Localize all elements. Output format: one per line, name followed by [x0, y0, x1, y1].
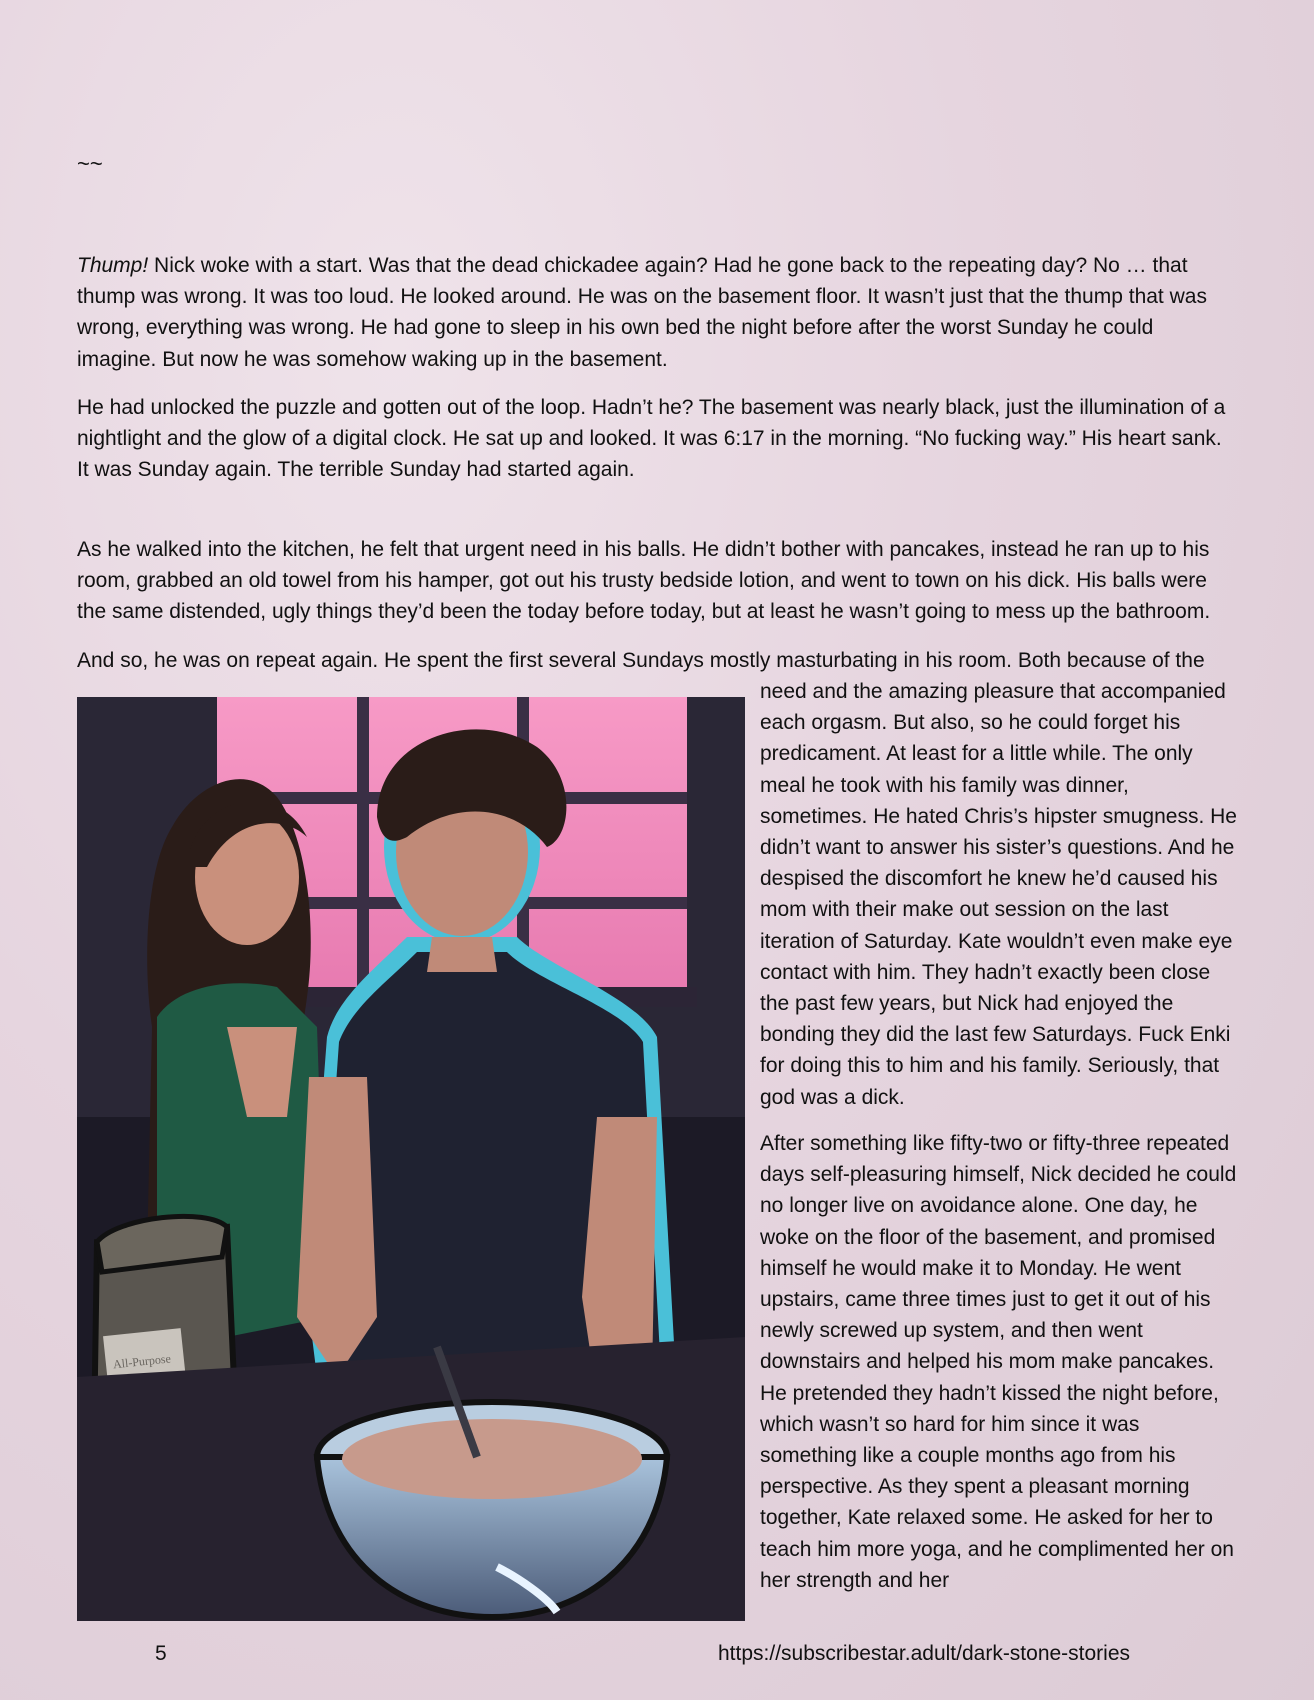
- story-illustration: [77, 697, 745, 1621]
- paragraph-4-first-line: And so, he was on repeat again. He spent the first several Sundays mostly masturbating in his room. Both because of the: [77, 649, 1205, 672]
- footer-url: https://subscribestar.adult/dark-stone-stories: [718, 1642, 1131, 1665]
- paragraph-1-emphasis: Thump!: [77, 254, 149, 277]
- section-separator: ~~: [77, 151, 103, 176]
- paragraph-1: [77, 250, 1237, 375]
- illustration-art: [77, 697, 745, 1621]
- flour-label-line1: All-Purpose: [112, 1351, 172, 1372]
- paragraph-1-text: Nick woke with a start. Was that the dead chickadee again? Had he gone back to the repeating day? No … that thump was wrong. It was too loud. He looked around. He was on the basement floor. It wasn’t just that the thump that was wrong, everything was wrong. He had gone to sleep in his own bed the night before after the worst Sunday he could imagine. But now he was somehow waking up in the basement.: [77, 254, 1207, 371]
- page-number: 5: [155, 1642, 167, 1665]
- paragraph-3: As he walked into the kitchen, he felt that urgent need in his balls. He didn’t bother with pancakes, instead he ran up to his room, grabbed an old towel from his hamper, got out his trusty bedside lotion, and went to town on his dick. His balls were the same distended, ugly things they’d been the today before today, but at least he wasn’t going to mess up the bathroom.: [77, 538, 1211, 624]
- paragraph-2: He had unlocked the puzzle and gotten out of the loop. Hadn’t he? The basement was nearly black, just the illumination of a nightlight and the glow of a digital clock. He sat up and looked. It was 6:17 in the morning. “No fucking way.” His heart sank. It was Sunday again. The terrible Sunday had started again.: [77, 396, 1226, 482]
- paragraph-5: After something like fifty-two or fifty-three repeated days self-pleasuring himself, Nick decided he could no longer live on avoidance alone. One day, he woke on the floor of the basement, and promised himself he would make it to Monday. He went upstairs, came three times just to get it out of his newly screwed up system, and then went downstairs and helped his mom make pancakes. He pretended they hadn’t kissed the night before, which wasn’t so hard for him since it was something like a couple months ago from his perspective. As they spent a pleasant morning together, Kate relaxed some. He asked for her to teach him more yoga, and he complimented her on her strength and her: [760, 1132, 1237, 1592]
- paragraph-4-column: need and the amazing pleasure that accompanied each orgasm. But also, so he could forget his predicament. At least for a little while. The only meal he took with his family was dinner, sometimes. He hated Chris’s hipster smugness. He didn’t want to answer his sister’s questions. And he despised the discomfort he knew he’d caused his mom with their make out session on the last iteration of Saturday. Kate wouldn’t even make eye contact with him. They hadn’t exactly been close the past few years, but Nick had enjoyed the bonding they did the last few Saturdays. Fuck Enki for doing this to him and his family. Seriously, that god was a dick.: [760, 680, 1237, 1109]
